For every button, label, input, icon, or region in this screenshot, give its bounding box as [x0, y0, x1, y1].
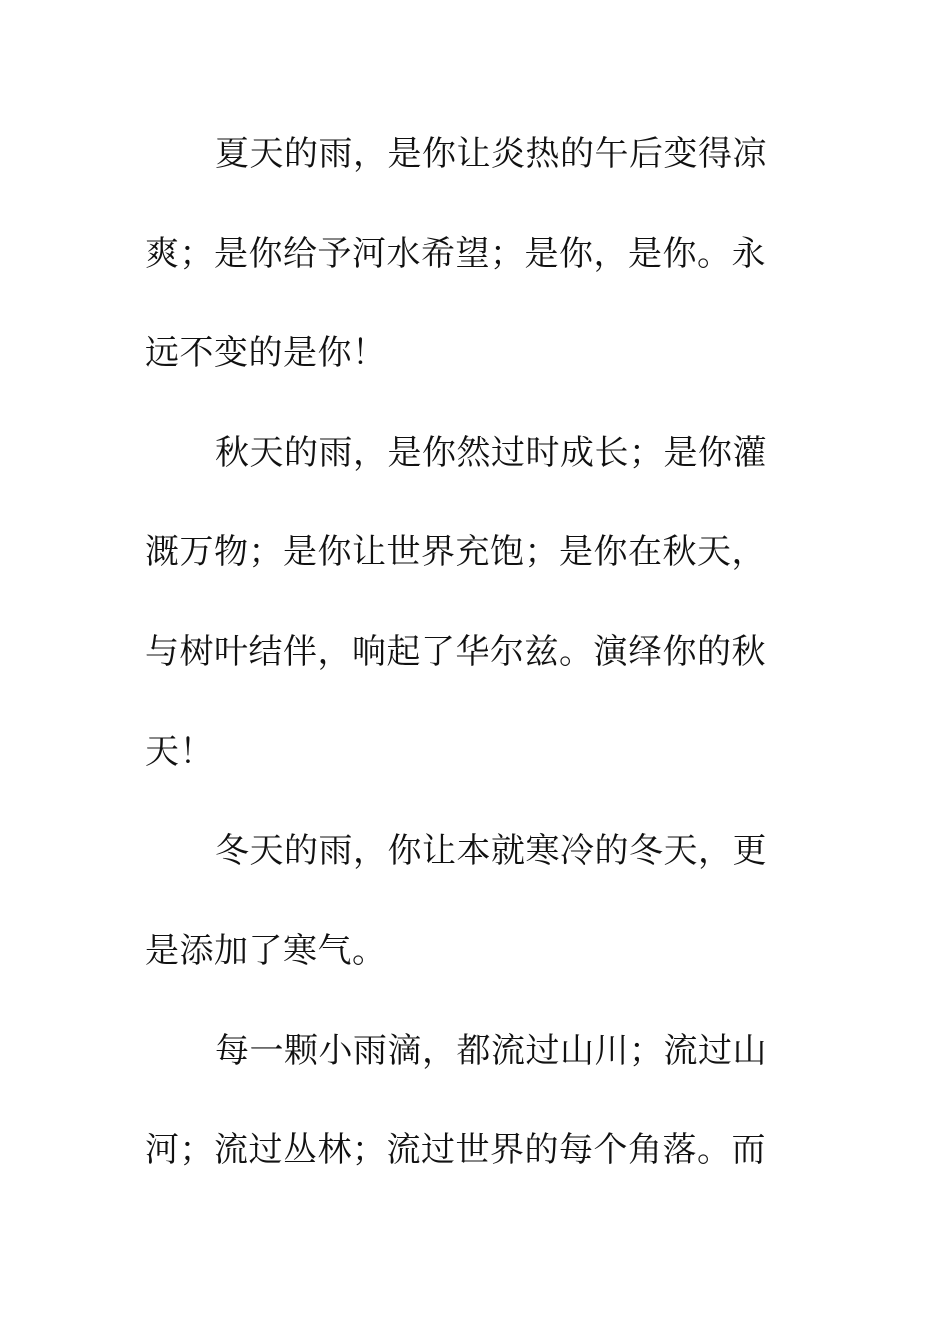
text-line: 冬天的雨，你让本就寒冷的冬天，更	[215, 831, 767, 871]
text-line: 夏天的雨，是你让炎热的午后变得凉	[215, 134, 767, 174]
text-line: 秋天的雨，是你然过时成长；是你灌	[215, 433, 767, 473]
text-line: 爽；是你给予河水希望；是你，是你。永	[145, 234, 766, 274]
text-line: 河；流过丛林；流过世界的每个角落。而	[145, 1130, 766, 1170]
text-line: 溉万物；是你让世界充饱；是你在秋天，	[145, 532, 766, 572]
text-line: 与树叶结伴，响起了华尔兹。演绎你的秋	[145, 632, 766, 672]
text-line: 远不变的是你！	[145, 333, 387, 373]
text-line: 每一颗小雨滴，都流过山川；流过山	[215, 1031, 767, 1071]
text-line: 是添加了寒气。	[145, 931, 387, 971]
text-line: 天！	[145, 732, 214, 772]
